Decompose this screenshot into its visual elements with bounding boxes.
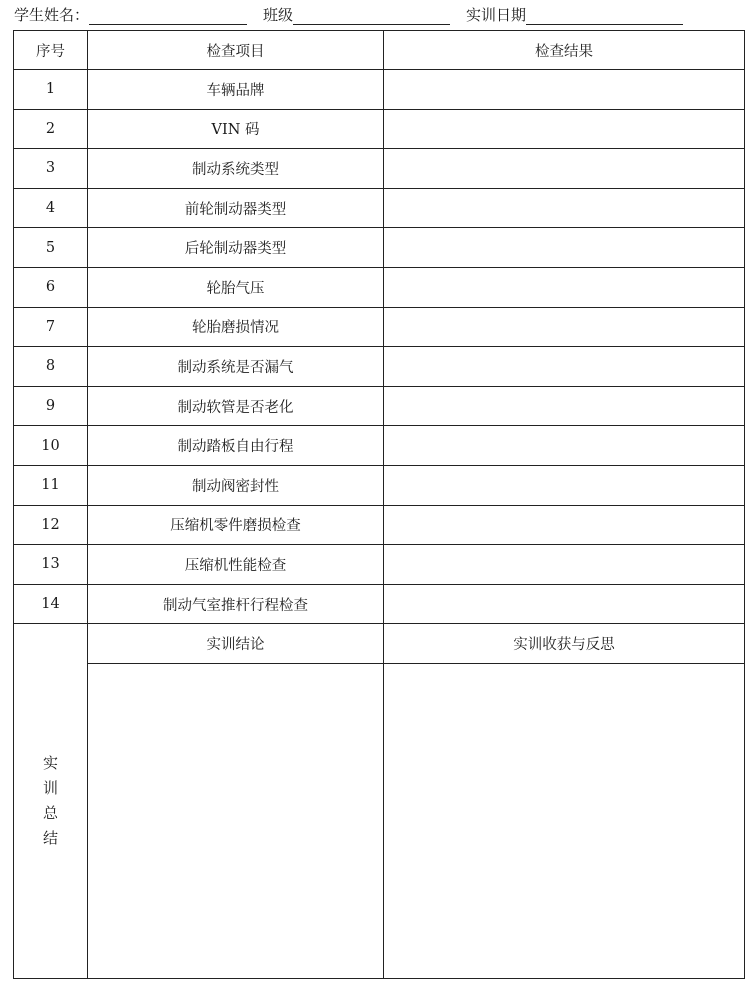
row-result-cell[interactable]: [384, 505, 745, 545]
class-field[interactable]: [293, 7, 450, 25]
table-row: [14, 307, 745, 347]
conclusion-header: 实训结论: [88, 624, 384, 664]
row-result-cell[interactable]: [384, 584, 745, 624]
table-row: [14, 584, 745, 624]
summary-label-char: 实: [42, 754, 58, 773]
row-result-cell[interactable]: [384, 307, 745, 347]
summary-label-char: 训: [42, 779, 58, 798]
row-item: 后轮制动器类型: [88, 228, 384, 268]
student-name-field[interactable]: [89, 7, 247, 25]
column-header-number: 序号: [14, 31, 88, 70]
row-result-cell[interactable]: [384, 267, 745, 307]
row-number: 14: [14, 584, 88, 624]
conclusion-area[interactable]: [88, 664, 384, 979]
table-header-row: [14, 31, 745, 70]
row-result-cell[interactable]: [384, 347, 745, 387]
table-row: [14, 465, 745, 505]
class-label: 班级: [263, 6, 294, 24]
table-row: [14, 109, 745, 149]
column-header-result: 检查结果: [384, 31, 745, 70]
row-item: 制动气室推杆行程检查: [88, 584, 384, 624]
table-row: [14, 188, 745, 228]
row-number: 9: [14, 386, 88, 426]
date-label: 实训日期: [466, 6, 527, 24]
row-item: 制动系统是否漏气: [88, 347, 384, 387]
table-row: [14, 545, 745, 585]
summary-header-row: [14, 624, 745, 664]
row-number: 13: [14, 545, 88, 585]
row-item: 压缩机性能检查: [88, 545, 384, 585]
row-result-cell[interactable]: [384, 426, 745, 466]
row-result-cell[interactable]: [384, 188, 745, 228]
row-number: 4: [14, 188, 88, 228]
row-item: 轮胎磨损情况: [88, 307, 384, 347]
row-result-cell[interactable]: [384, 545, 745, 585]
row-number: 5: [14, 228, 88, 268]
summary-label-char: 结: [42, 829, 58, 848]
date-field[interactable]: [526, 7, 683, 25]
row-number: 12: [14, 505, 88, 545]
reflection-area[interactable]: [384, 664, 745, 979]
summary-label-char: 总: [42, 804, 58, 823]
row-item: 轮胎气压: [88, 267, 384, 307]
table-row: [14, 386, 745, 426]
summary-body-row: [14, 664, 745, 979]
row-number: 3: [14, 149, 88, 189]
form-header: [14, 3, 683, 25]
table-row: [14, 347, 745, 387]
row-number: 11: [14, 465, 88, 505]
inspection-table: [13, 30, 745, 979]
table-row: [14, 426, 745, 466]
row-number: 2: [14, 109, 88, 149]
row-item: VIN 码: [88, 109, 384, 149]
row-result-cell[interactable]: [384, 109, 745, 149]
row-number: 6: [14, 267, 88, 307]
table-row: [14, 149, 745, 189]
row-result-cell[interactable]: [384, 386, 745, 426]
row-result-cell[interactable]: [384, 70, 745, 110]
row-result-cell[interactable]: [384, 149, 745, 189]
column-header-item: 检查项目: [88, 31, 384, 70]
row-item: 车辆品牌: [88, 70, 384, 110]
row-item: 前轮制动器类型: [88, 188, 384, 228]
reflection-header: 实训收获与反思: [384, 624, 745, 664]
row-number: 1: [14, 70, 88, 110]
row-item: 制动系统类型: [88, 149, 384, 189]
row-number: 7: [14, 307, 88, 347]
row-result-cell[interactable]: [384, 228, 745, 268]
row-item: 制动软管是否老化: [88, 386, 384, 426]
table-row: [14, 267, 745, 307]
table-row: [14, 228, 745, 268]
row-result-cell[interactable]: [384, 465, 745, 505]
table-row: [14, 505, 745, 545]
row-number: 8: [14, 347, 88, 387]
row-number: 10: [14, 426, 88, 466]
row-item: 压缩机零件磨损检查: [88, 505, 384, 545]
row-item: 制动阀密封性: [88, 465, 384, 505]
row-item: 制动踏板自由行程: [88, 426, 384, 466]
student-name-label: 学生姓名：: [14, 6, 90, 24]
table-row: [14, 70, 745, 110]
summary-label: [14, 624, 88, 979]
